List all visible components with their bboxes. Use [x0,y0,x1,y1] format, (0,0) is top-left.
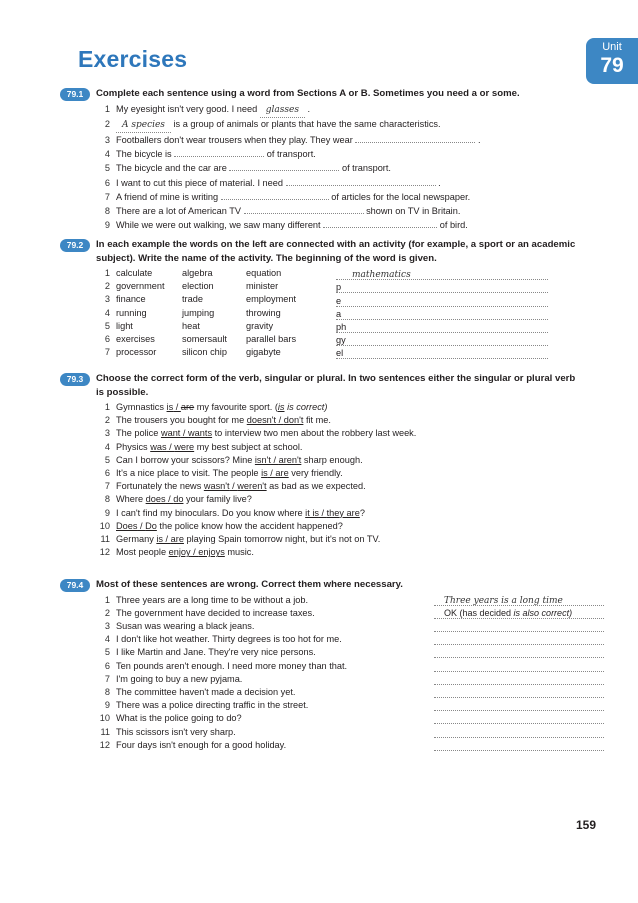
activity-answer[interactable] [336,321,548,333]
answer-blank[interactable] [221,190,329,200]
correction-field[interactable] [434,633,604,645]
item-number: 5 [104,320,110,331]
item-text: There was a police directing traffic in the street. [116,700,309,711]
item-number: 10 [99,520,110,531]
item-number: 4 [104,307,110,318]
item-number: 6 [104,660,110,671]
item-number: 7 [104,481,110,492]
word-1: government [116,281,165,292]
exercise-item [96,427,578,440]
answer-blank[interactable] [355,133,475,143]
item-text: This scissors isn't very sharp. [116,726,236,737]
option-separator: / [229,481,238,492]
item-number: 11 [100,534,110,545]
exercise-79-3 [58,372,578,559]
item-text: I want to cut this piece of material. I need [116,177,283,188]
exercise-item [96,103,578,118]
word-2: heat [182,320,200,331]
correction-field[interactable] [434,594,604,606]
verb-option[interactable]: Do [145,520,157,531]
word-3: parallel bars [246,334,297,345]
exercise-badge: 79.4 [60,579,90,592]
item-number: 1 [104,402,110,412]
exercise-item [96,280,578,293]
item-text: The trousers you bought for me [116,415,247,426]
option-separator: / [166,441,175,452]
item-number: 10 [99,713,110,724]
item-number: 6 [104,334,110,345]
exercise-instruction: Complete each sentence using a word from Sections A or B. Sometimes you need a or some. [96,88,520,99]
item-text: of bird. [439,220,468,231]
word-3: gigabyte [246,347,281,358]
item-text: The bicycle and the car are [116,163,227,174]
item-number: 2 [104,118,110,129]
exercise-item [96,414,578,427]
exercise-item [96,293,578,306]
exercise-item [96,739,578,752]
correction-field[interactable] [434,620,604,632]
exercise-item [96,307,578,320]
item-text: of transport. [341,163,391,174]
item-number: 9 [104,507,110,518]
verb-option[interactable]: don't [283,415,304,426]
example-answer: is [277,402,285,412]
item-number: 3 [104,428,110,439]
word-3: equation [246,268,282,278]
exercise-item [96,493,578,506]
item-text: Can I borrow your scissors? Mine [116,454,255,465]
word-3: employment [246,294,297,305]
verb-option[interactable]: Does [116,520,138,531]
item-text: Susan was wearing a black jeans. [116,620,255,631]
item-number: 2 [104,415,110,426]
option-separator: / [190,547,199,558]
exercise-item [96,320,578,333]
item-text: . [307,103,311,114]
answer-blank[interactable] [244,204,364,214]
exercise-item [96,726,578,739]
item-text: music. [224,547,254,558]
page-title: Exercises [78,46,188,72]
exercise-item [96,533,578,546]
verb-option[interactable]: want [160,428,181,439]
correction-answer: OK (has decided [444,607,512,618]
word-1: processor [116,347,157,358]
verb-option[interactable]: do [173,494,184,505]
item-text: my best subject at school. [194,441,303,452]
exercise-item [96,147,578,161]
exercise-item [96,133,578,147]
item-text: Footballers don't wear trousers when they play. They wear [116,134,353,145]
exercise-item [96,267,578,280]
word-start: mathematics [352,270,411,281]
item-text: My eyesight isn't very good. I need [116,103,258,114]
item-text: . [477,134,481,145]
item-number: 4 [104,634,110,645]
item-number: 3 [104,134,110,145]
word-start: el [336,348,344,359]
item-number: 1 [104,103,110,114]
verb-option[interactable]: are [275,468,289,479]
item-text: of transport. [266,149,316,160]
option-separator: / [267,468,276,479]
item-number: 8 [104,494,110,505]
item-text: Three years are a long time to be without a job. [116,594,309,605]
item-number: 11 [100,726,110,737]
verb-option[interactable]: was [150,441,167,452]
item-text: I like Martin and Jane. They're very nice persons. [116,647,316,658]
exercise-item [96,660,578,673]
item-number: 7 [104,673,110,684]
item-text: to interview two men about the robbery last week. [212,428,417,439]
item-text: The police [116,428,161,439]
handwritten-answer[interactable]: glasses [260,104,305,118]
exercise-79-2 [58,238,578,359]
item-text: Four days isn't enough for a good holiday. [116,739,287,750]
item-text: I'm going to buy a new pyjama. [116,673,243,684]
verb-option[interactable]: wasn't [203,481,230,492]
word-2: algebra [182,268,213,278]
item-text: While we were out walking, we saw many different [116,220,321,231]
item-text: I don't like hot weather. Thirty degrees is too hot for me. [116,634,342,645]
handwritten-answer[interactable]: A species [116,119,171,133]
exercise-item [96,454,578,467]
activity-answer[interactable] [336,281,548,293]
item-text: Germany [116,534,157,545]
exercise-badge: 79.3 [60,373,90,386]
word-start: p [336,282,342,293]
exercise-badge: 79.1 [60,88,90,101]
exercise-item [96,646,578,659]
exercise-item [96,401,578,414]
correction-field[interactable] [434,673,604,685]
word-start: ph [336,322,347,333]
verb-option[interactable]: doesn't [246,415,277,426]
item-number: 12 [99,547,110,558]
unit-tab [586,38,638,84]
correction-answer: Three years is a long time [444,595,563,606]
item-text: The committee haven't made a decision yet. [116,686,296,697]
correction-field[interactable] [434,660,604,672]
option-separator: / [180,428,189,439]
exercise-item [96,346,578,359]
word-1: light [116,320,133,331]
activity-answer[interactable] [336,308,548,320]
item-text: The bicycle is [116,149,172,160]
item-text: Gymnastics [116,402,167,412]
item-number: 7 [104,191,110,202]
verb-option[interactable]: is [261,468,268,479]
exercise-item [96,161,578,175]
verb-option[interactable]: it is [305,507,319,518]
verb-option[interactable]: does [145,494,166,505]
item-text: . [438,177,441,188]
item-text: It's a nice place to visit. The people [116,468,262,479]
verb-option[interactable]: were [174,441,195,452]
exercise-item [96,620,578,633]
item-number: 5 [104,454,110,465]
item-text: fit me. [303,415,331,426]
item-number: 6 [104,468,110,479]
word-3: throwing [246,307,281,318]
item-number: 8 [104,686,110,697]
item-number: 4 [104,441,110,452]
exercise-79-4 [58,578,578,752]
exercise-item [96,546,578,559]
item-text: I can't find my binoculars. Do you know where [116,507,306,518]
correction-field[interactable] [434,712,604,724]
unit-number: 79 [600,54,624,77]
item-text: What is the police going to do? [116,713,242,724]
item-text: The government have decided to increase taxes. [116,607,315,618]
item-text: shown on TV in Britain. [366,205,461,216]
exercise-item [96,333,578,346]
option-separator: / [318,507,327,518]
exercise-instruction: Most of these sentences are wrong. Correct them where necessary. [96,579,403,590]
exercise-item [96,507,578,520]
exercise-item [96,699,578,712]
word-2: trade [182,294,203,305]
example-note: is correct) [284,402,328,412]
word-start: a [336,308,342,319]
item-number: 5 [104,163,110,174]
item-number: 2 [104,281,110,292]
item-text: Ten pounds aren't enough. I need more money than that. [116,660,348,671]
option-separator: / [276,415,284,426]
item-text: Fortunately the news [116,481,204,492]
exercise-item [96,594,578,607]
option-separator: / [173,402,181,412]
word-2: jumping [182,307,215,318]
item-text: very friendly. [288,468,343,479]
verb-option[interactable]: is [166,402,174,412]
option-separator: / [165,494,174,505]
item-text: the police know how the accident happened? [156,520,343,531]
word-1: running [116,307,147,318]
exercise-item [96,218,578,232]
verb-option[interactable]: are [170,534,184,545]
exercise-item [96,204,578,218]
exercise-instruction: In each example the words on the left are connected with an activity (for example, a sport or an academic subject). Write the name of the activity. The beginning of the word is given. [96,239,576,264]
unit-label: Unit [602,41,622,53]
verb-option[interactable]: enjoy [168,547,191,558]
verb-option[interactable]: aren't [278,454,302,465]
item-number: 6 [104,177,110,188]
correction-note: is also correct) [511,607,573,618]
exercise-item [96,176,578,190]
option-separator: / [270,454,279,465]
answer-blank[interactable] [174,147,264,157]
page-number: 159 [576,818,597,832]
item-text: ? [359,507,365,518]
word-1: calculate [116,268,153,278]
answer-blank[interactable] [286,176,436,186]
exercise-item [96,118,578,133]
item-number: 12 [99,739,110,750]
item-text: Most people [116,547,169,558]
item-number: 5 [104,647,110,658]
correction-field[interactable] [434,739,604,751]
item-text: of articles for the local newspaper. [331,191,471,202]
item-text: A friend of mine is writing [116,191,219,202]
item-text: is a group of animals or plants that have the same characteristics. [173,118,441,129]
correction-field[interactable] [434,726,604,738]
verb-option[interactable]: enjoys [198,547,225,558]
item-text: playing Spain tomorrow night, but it's not on TV. [183,534,381,545]
item-text: Physics [116,441,151,452]
exercise-instruction: Choose the correct form of the verb, singular or plural. In two sentences either the singular or plural verb is possible. [96,373,576,398]
activity-answer[interactable] [336,334,548,346]
item-number: 9 [104,700,110,711]
item-number: 9 [104,220,110,231]
exercise-item [96,520,578,533]
item-number: 8 [104,205,110,216]
activity-answer[interactable] [336,295,548,307]
item-text: your family live? [183,494,252,505]
exercise-item [96,712,578,725]
item-number: 7 [104,347,110,358]
item-number: 1 [104,268,110,278]
item-text: as bad as we expected. [266,481,366,492]
item-text: sharp enough. [301,454,363,465]
word-2: somersault [182,334,227,345]
verb-option[interactable]: is [156,534,163,545]
item-text: There are a lot of American TV [116,205,241,216]
word-2: silicon chip [182,347,227,358]
verb-option[interactable]: they are [326,507,360,518]
exercise-item [96,441,578,454]
exercise-item [96,673,578,686]
exercise-item [96,467,578,480]
exercise-item [96,607,578,620]
item-number: 3 [104,620,110,631]
item-number: 3 [104,294,110,305]
activity-answer[interactable] [336,347,548,359]
word-3: minister [246,281,279,292]
correction-field[interactable] [434,607,604,619]
answer-blank[interactable] [323,218,437,228]
item-text: Where [116,494,146,505]
verb-option[interactable]: isn't [254,454,271,465]
word-1: finance [116,294,146,305]
exercise-item [96,686,578,699]
verb-option[interactable]: are [180,402,195,412]
exercise-badge: 79.2 [60,239,90,252]
correction-field[interactable] [434,699,604,711]
exercise-item [96,480,578,493]
correction-field[interactable] [434,686,604,698]
answer-blank[interactable] [229,161,339,171]
item-number: 1 [104,594,110,605]
item-number: 2 [104,607,110,618]
word-start: e [336,295,342,306]
word-start: gy [336,335,346,346]
word-3: gravity [246,320,274,331]
exercise-79-1 [58,87,578,232]
item-text: my favourite sport. ( [194,402,278,412]
word-1: exercises [116,334,155,345]
exercise-item [96,633,578,646]
item-number: 4 [104,149,110,160]
verb-option[interactable]: weren't [237,481,267,492]
exercise-item [96,190,578,204]
option-separator: / [162,534,171,545]
verb-option[interactable]: wants [188,428,213,439]
option-separator: / [137,520,146,531]
word-2: election [182,281,214,292]
activity-answer[interactable] [336,268,548,280]
correction-field[interactable] [434,646,604,658]
